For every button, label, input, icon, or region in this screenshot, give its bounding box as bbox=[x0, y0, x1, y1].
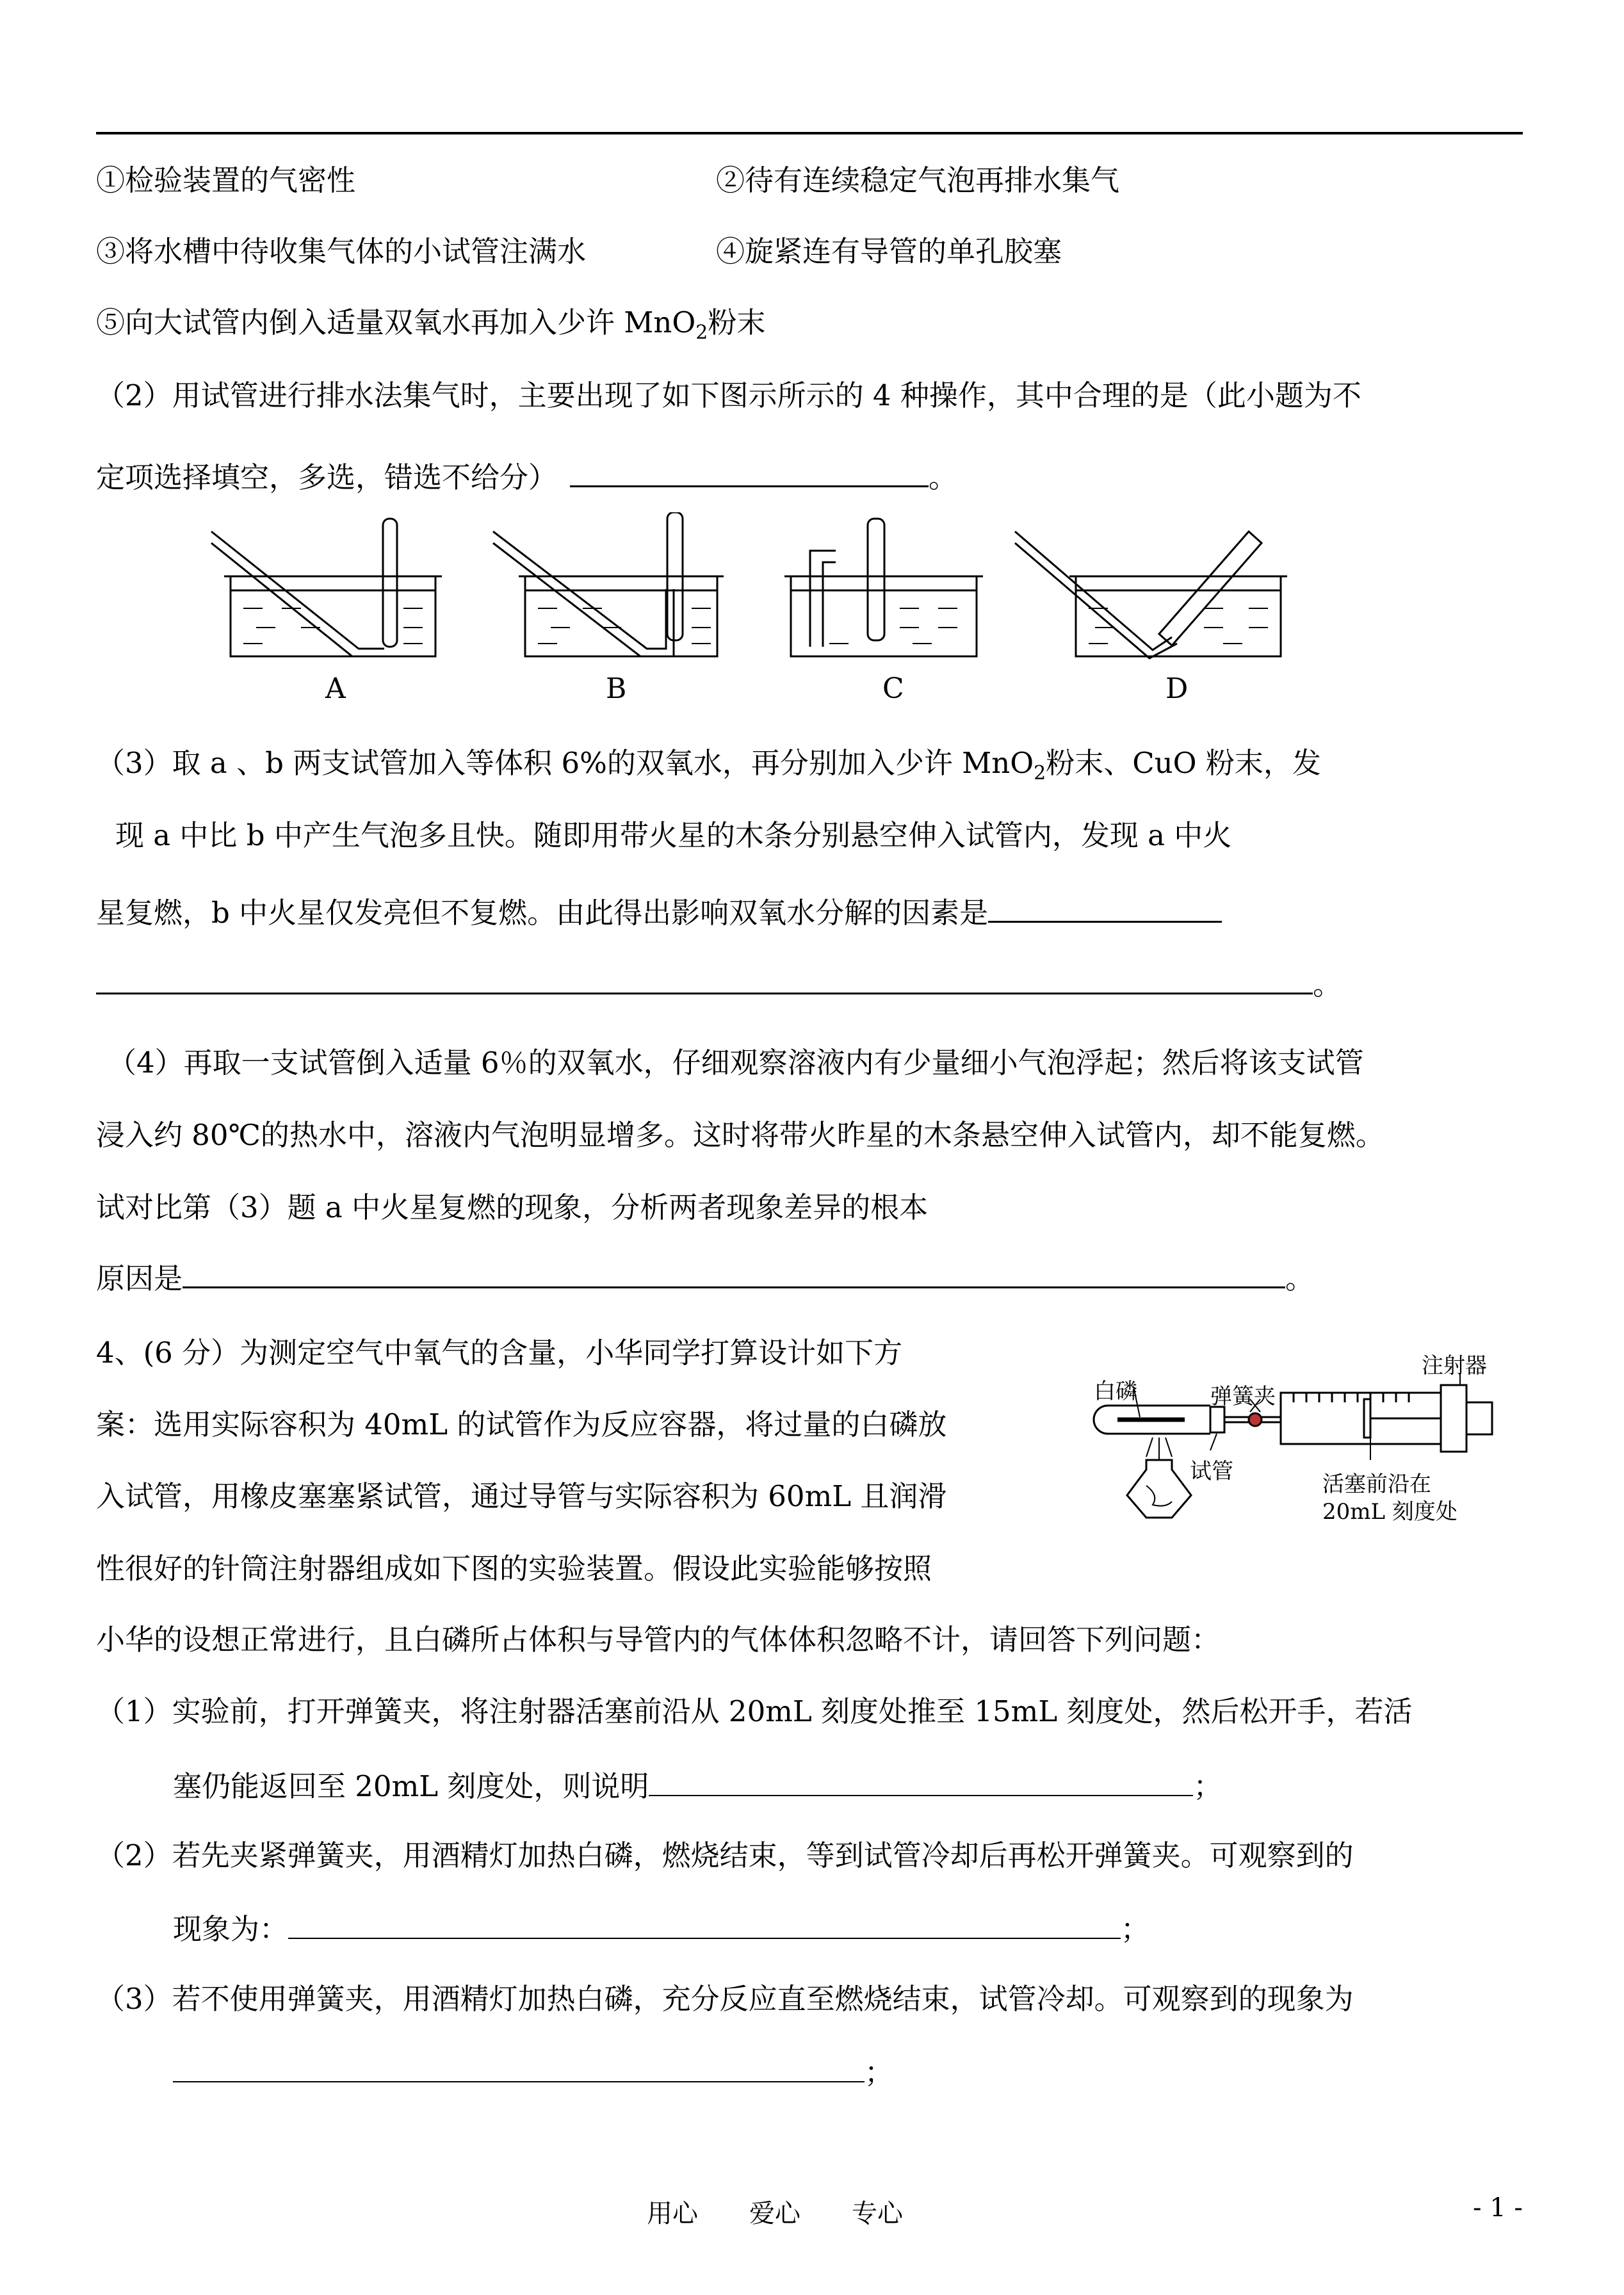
q3-line2: 现 a 中比 b 中产生气泡多且快。随即用带火星的木条分别悬空伸入试管内，发现 a 中火 bbox=[115, 818, 1232, 852]
q4-line4-text: 原因是 bbox=[96, 1261, 183, 1295]
p4-s3-end: ； bbox=[865, 2056, 894, 2089]
item-1: ①检验装置的气密性 bbox=[96, 163, 356, 197]
p4-s2-text: 现象为： bbox=[173, 1912, 289, 1946]
figure-a-label: A bbox=[325, 672, 346, 705]
figure-b-label: B bbox=[606, 672, 627, 705]
p4-line5: 小华的设想正常进行，且白磷所占体积与导管内的气体体积忽略不计，请回答下列问题： bbox=[96, 1623, 1221, 1657]
q3-line4 bbox=[96, 963, 1342, 1004]
q4-answer-blank[interactable] bbox=[183, 1257, 1285, 1288]
p4-s2-end: ； bbox=[1121, 1912, 1150, 1946]
q3-end: 。 bbox=[1313, 968, 1342, 1002]
q3-line3 bbox=[96, 891, 1222, 932]
p4-s1-text: 塞仍能返回至 20mL 刻度处，则说明 bbox=[173, 1769, 649, 1803]
p4-s3-line2 bbox=[173, 2052, 893, 2092]
p4-s1-answer-blank[interactable] bbox=[649, 1765, 1193, 1796]
p4-s1-end: ； bbox=[1193, 1769, 1222, 1803]
header-rule bbox=[96, 132, 1523, 134]
q3-line1-text: （3）取 a 、b 两支试管加入等体积 6%的双氧水，再分别加入少许 MnO bbox=[96, 746, 1034, 780]
q4-line2: 浸入约 80℃的热水中，溶液内气泡明显增多。这时将带火昨星的木条悬空伸入试管内，却不能复燃。 bbox=[96, 1118, 1384, 1152]
p4-line1: 4、(6 分）为测定空气中氧气的含量，小华同学打算设计如下方 bbox=[96, 1336, 903, 1370]
q2-line2 bbox=[96, 456, 957, 497]
figure-b bbox=[487, 512, 743, 666]
q4-line3: 试对比第（3）题 a 中火星复燃的现象，分析两者现象差异的根本 bbox=[96, 1190, 929, 1224]
item-4: ④旋紧连有导管的单孔胶塞 bbox=[716, 234, 1062, 268]
page-number: - 1 - bbox=[1473, 2193, 1523, 2223]
figure-d bbox=[1012, 512, 1294, 666]
p4-s2-answer-blank[interactable] bbox=[288, 1908, 1121, 1939]
p4-s2-line1: （2）若先夹紧弹簧夹，用酒精灯加热白磷，燃烧结束，等到试管冷却后再松开弹簧夹。可观察到的 bbox=[96, 1838, 1354, 1872]
figure-c-label: C bbox=[882, 672, 904, 705]
label-piston-note-2: 20mL 刻度处 bbox=[1322, 1499, 1458, 1525]
figure-a bbox=[205, 512, 461, 666]
label-white-phosphorus: 白磷 bbox=[1094, 1379, 1137, 1404]
q4-end: 。 bbox=[1285, 1261, 1315, 1295]
label-syringe: 注射器 bbox=[1422, 1353, 1487, 1379]
p4-s3-line1: （3）若不使用弹簧夹，用酒精灯加热白磷，充分反应直至燃烧结束，试管冷却。可观察到的现象为 bbox=[96, 1982, 1354, 2016]
item-5 bbox=[96, 304, 765, 352]
q3-answer-blank-1[interactable] bbox=[988, 891, 1222, 923]
q3-line1-suffix: 粉末、CuO 粉末，发 bbox=[1046, 746, 1321, 780]
p4-s1-line2 bbox=[173, 1765, 1222, 1806]
q2-end: 。 bbox=[929, 460, 958, 494]
p4-s1-line1: （1）实验前，打开弹簧夹，将注射器活塞前沿从 20mL 刻度处推至 15mL 刻度处，然后松开手，若活 bbox=[96, 1694, 1413, 1728]
q4-line1: （4）再取一支试管倒入适量 6％的双氧水，仔细观察溶液内有少量细小气泡浮起；然后将该支试管 bbox=[108, 1046, 1364, 1080]
item-5-suffix: 粉末 bbox=[708, 305, 766, 339]
item-2: ②待有连续稳定气泡再排水集气 bbox=[716, 163, 1120, 197]
figure-c bbox=[784, 512, 983, 666]
q3-answer-blank-2[interactable] bbox=[96, 963, 1313, 994]
footer-motto: 用心 爱心 专心 bbox=[647, 2199, 903, 2228]
label-piston-note-1: 活塞前沿在 bbox=[1322, 1472, 1431, 1497]
p4-line3: 入试管，用橡皮塞塞紧试管，通过导管与实际容积为 60mL 且润滑 bbox=[96, 1479, 947, 1513]
p4-line2: 案：选用实际容积为 40mL 的试管作为反应容器，将过量的白磷放 bbox=[96, 1407, 947, 1441]
label-spring-clip: 弹簧夹 bbox=[1210, 1384, 1276, 1409]
p4-s3-answer-blank[interactable] bbox=[173, 2052, 865, 2082]
syringe-apparatus bbox=[1082, 1348, 1531, 1559]
q3-line3-text: 星复燃，b 中火星仅发亮但不复燃。由此得出影响双氧水分解的因素是 bbox=[96, 896, 989, 930]
item-3: ③将水槽中待收集气体的小试管注满水 bbox=[96, 234, 587, 268]
q2-line2-text: 定项选择填空，多选，错选不给分） bbox=[96, 460, 558, 494]
item-5-text: ⑤向大试管内倒入适量双氧水再加入少许 MnO bbox=[96, 305, 696, 339]
label-test-tube: 试管 bbox=[1190, 1459, 1233, 1484]
p4-line4: 性很好的针筒注射器组成如下图的实验装置。假设此实验能够按照 bbox=[96, 1552, 932, 1585]
q2-answer-blank[interactable] bbox=[570, 456, 929, 487]
q3-line1 bbox=[96, 744, 1321, 793]
q2-line1: （2）用试管进行排水法集气时，主要出现了如下图示所示的 4 种操作，其中合理的是（此小题为不 bbox=[96, 378, 1361, 412]
q3-line1-subscript: 2 bbox=[1034, 762, 1046, 784]
figure-d-label: D bbox=[1165, 672, 1189, 705]
p4-s2-line2 bbox=[173, 1908, 1149, 1949]
item-5-subscript: 2 bbox=[695, 321, 708, 344]
q4-line4 bbox=[96, 1257, 1314, 1298]
